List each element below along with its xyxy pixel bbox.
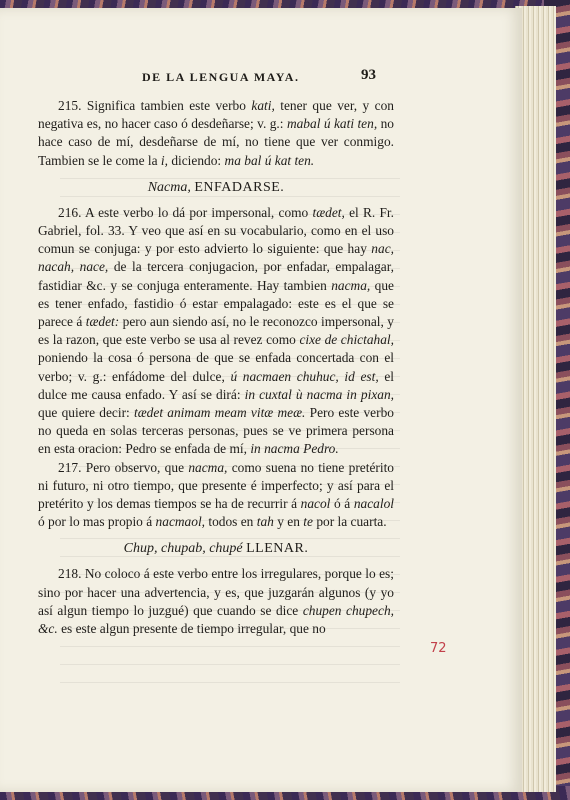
paragraph-217: 217. Pero observo, que nacma, como suena no tiene pretérito ni futuro, ni otro tiempo, que presente é imperfecto; y así para el pretérito y los demas tiempos se ha de recurrir á nacol ó á nacalol ó por lo mas propio á nacmaol, todos en tah y en te por la cuarta. <box>38 459 394 530</box>
page-number: 93 <box>361 67 376 83</box>
section-heading-chup: Chup, chupab, chupé LLENAR. <box>123 541 309 557</box>
running-head: DE LA LENGUA MAYA. <box>142 70 300 84</box>
book-page <box>0 8 522 792</box>
paragraph-215: 215. Significa tambien este verbo kati, tener que ver, y con negativa es, no hacer caso ó desdeñarse; v. g.: mabal ú kati ten, no hace caso de mí, desdeñarse de mí, no tiene que ver conmigo. Tambien se le come la i, diciendo: ma bal ú kat ten. <box>38 98 394 168</box>
paragraph-216: 216. A este verbo lo dá por impersonal, como tædet, el R. Fr. Gabriel, fol. 33. Y veo que así en su vocabulario, como en el uso comun se conjuga: y por esto advierto lo siguiente: que hay nac, nacah, nace, de la tercera conjugacion, por enfadar, empalagar, fastidiar &c. y se conjuga enteramente. Hay tambien nacma, que es tener enfado, fastidio ó estar empalagado: este es el que se parece á tædet: pero aun siendo así, no le reconozco impersonal, y es la razon, que este verbo se usa al revez como cixe de chictahal, poniendo la cosa ó persona de que se enfada concertada con el verbo; v. g.: enfádome del dulce, ú nacmaen chuhuc, id est, el dulce me causa enfado. Y así se dirá: in cuxtal ù nacma in pixan, que quiere decir: tædet animam meam vitæ meæ. Pero este verbo no queda en solas terceras personas, pues se ve primera persona en esta oracion: Pedro se enfada de mí, in nacma Pedro. <box>38 204 395 457</box>
body-text <box>38 97 394 638</box>
section-heading-nacma: Nacma, ENFADARSE. <box>147 179 285 195</box>
pencil-margin-note: 72 <box>430 641 447 656</box>
paragraph-218: 218. No coloco á este verbo entre los irregulares, porque lo es; sino por hacer una advertencia, y es, que juzgarán algunos (y yo así algun tiempo lo juzgué) que cuando se dice chupen chupech, &c. es este algun presente de tiempo irregular, que no <box>38 566 394 637</box>
